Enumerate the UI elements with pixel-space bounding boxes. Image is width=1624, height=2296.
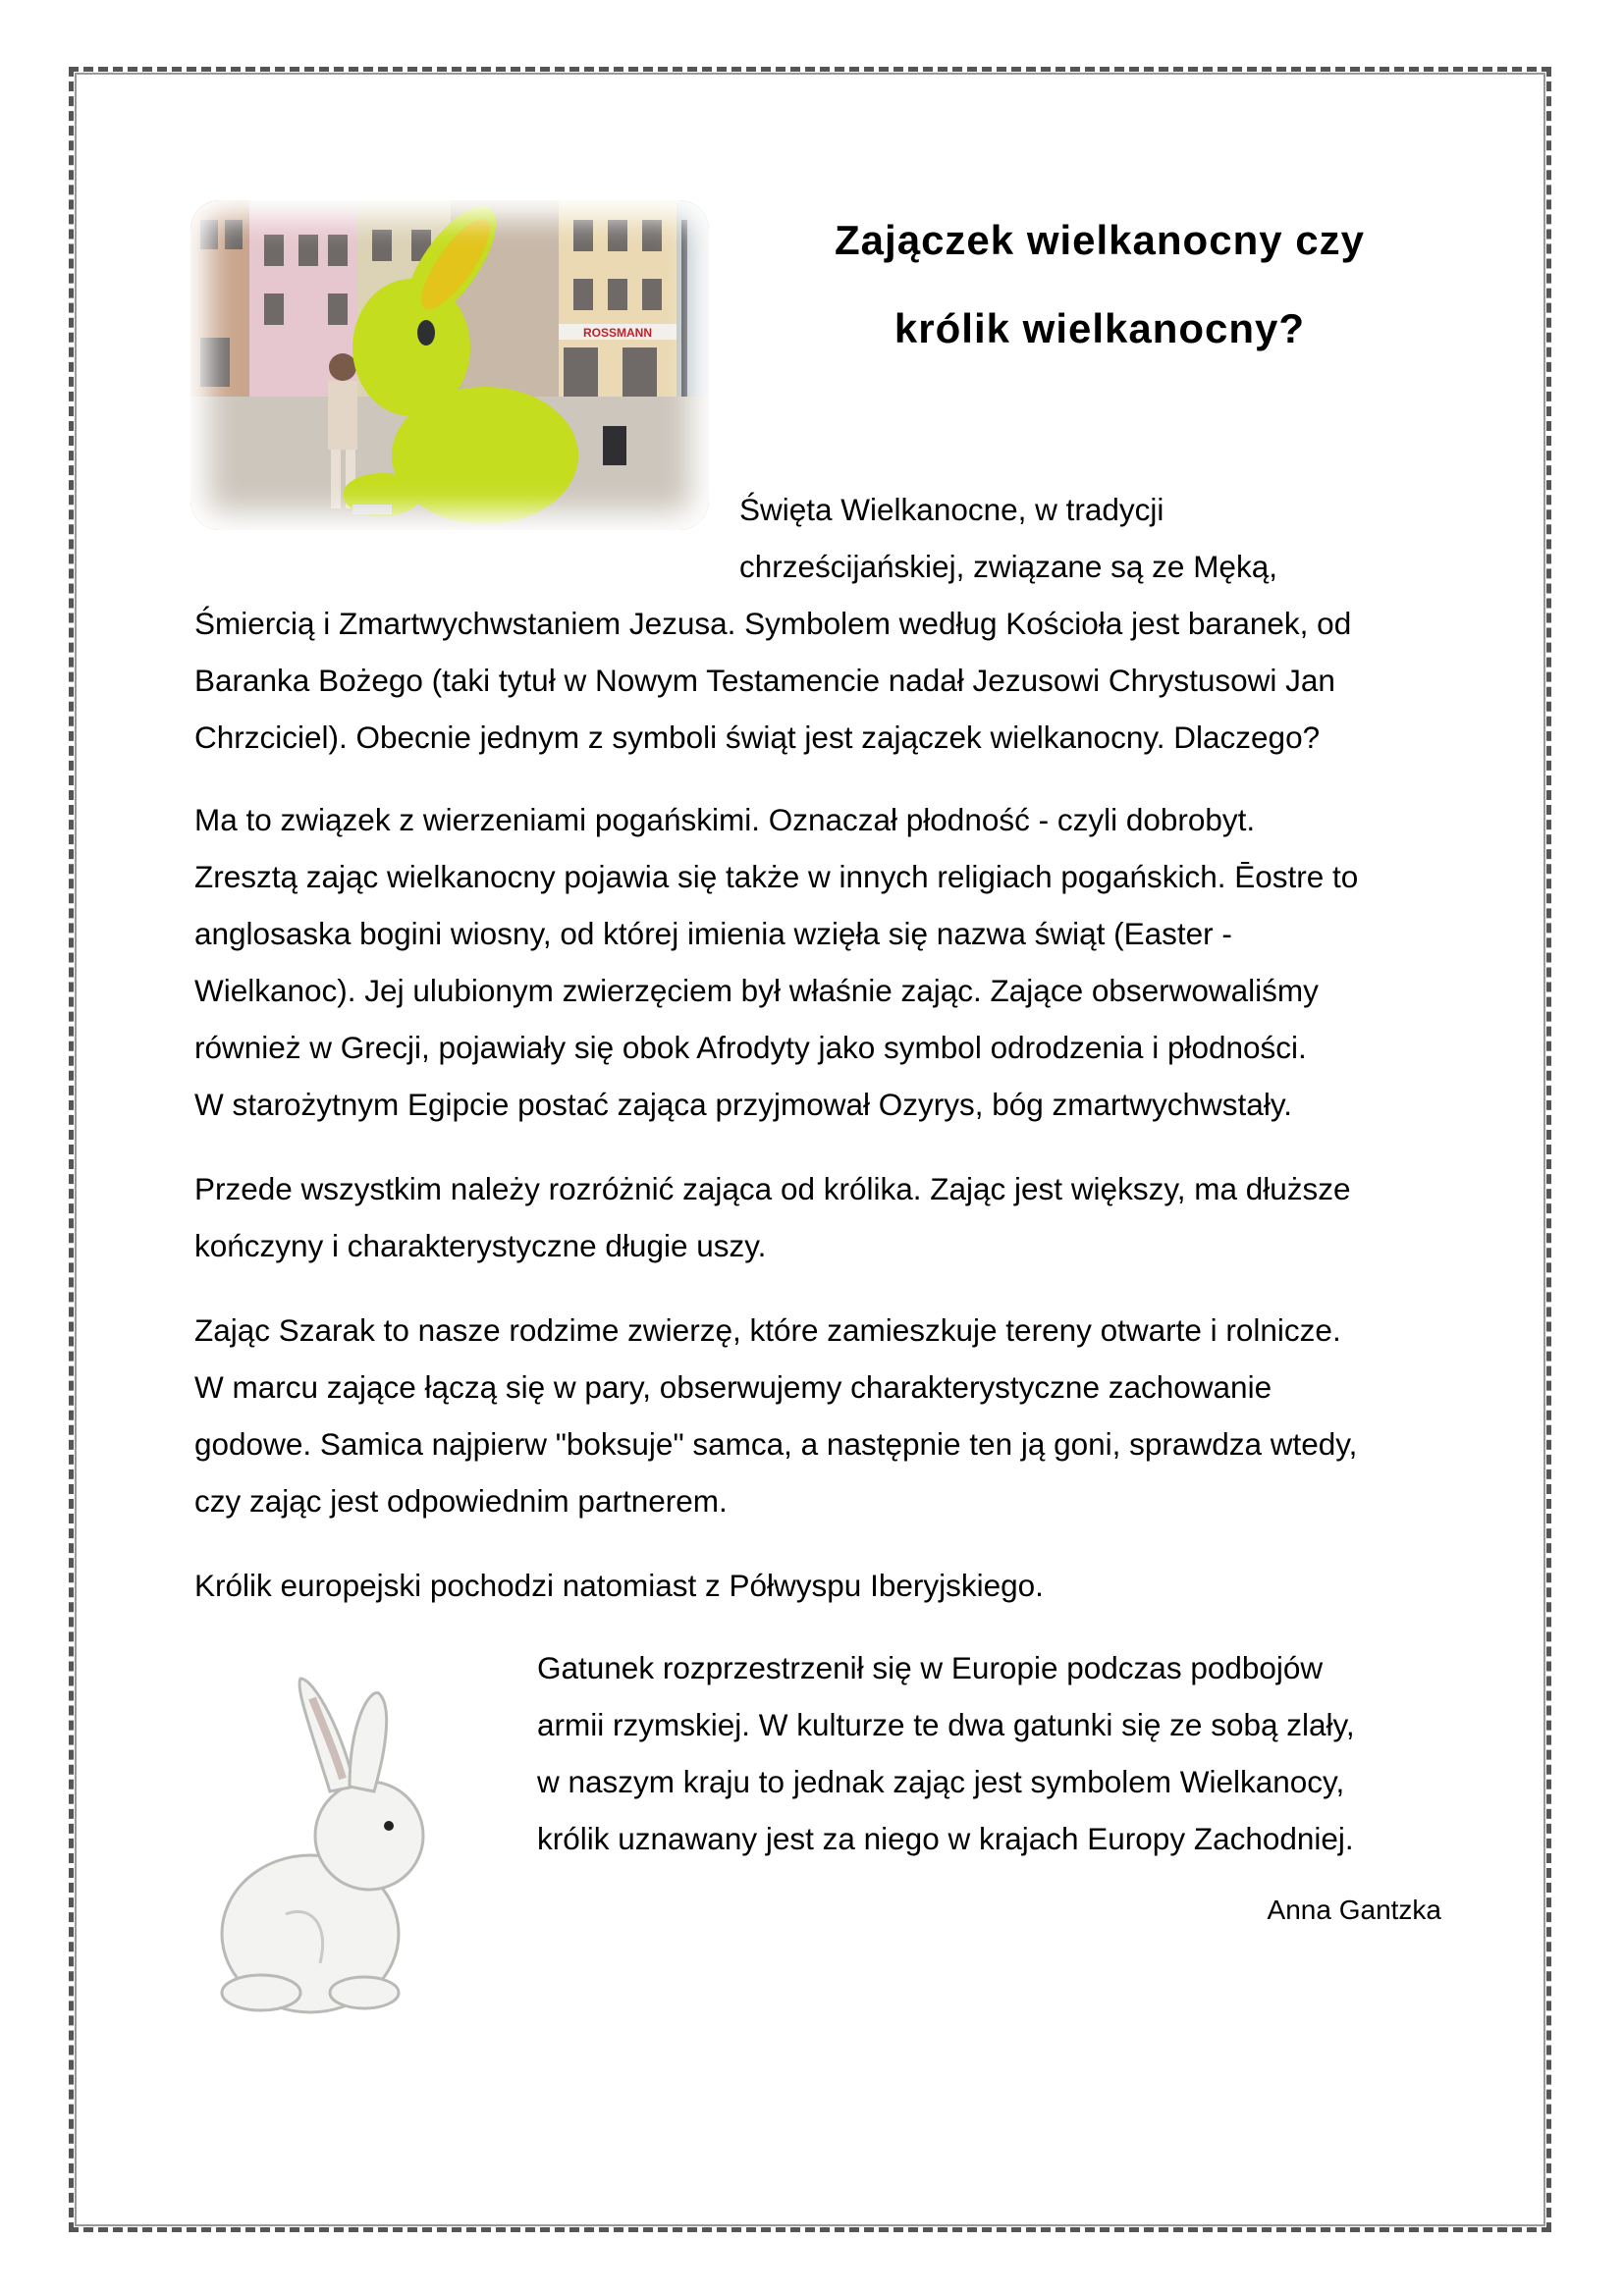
paragraph-hare-vs-rabbit	[194, 1160, 1441, 1274]
p6-line-3: w naszym kraju to jednak zając jest symbolem Wielkanocy,	[537, 1764, 1345, 1799]
p4-line-3: godowe. Samica najpierw "boksuje" samca, a następnie ten ją goni, sprawdza wtedy,	[194, 1426, 1358, 1462]
p2-line-1: Ma to związek z wierzeniami pogańskimi. Oznaczał płodność - czyli dobrobyt.	[194, 802, 1256, 837]
intro-paragraph-continuation	[194, 595, 1441, 766]
p2-line-6: W starożytnym Egipcie postać zająca przyjmował Ozyrys, bóg zmartwychwstały.	[194, 1087, 1292, 1122]
p4-line-2: W marcu zające łączą się w pary, obserwujemy charakterystyczne zachowanie	[194, 1369, 1272, 1405]
p3-line-1: Przede wszystkim należy rozróżnić zająca od królika. Zając jest większy, ma dłuższe	[194, 1171, 1351, 1206]
p4-line-4: czy zając jest odpowiednim partnerem.	[194, 1483, 728, 1519]
p5-line-1: Królik europejski pochodzi natomiast z Półwyspu Iberyjskiego.	[194, 1568, 1044, 1603]
title-line-2: królik wielkanocny?	[893, 305, 1306, 351]
white-bunny-figurine-image	[202, 1669, 458, 2022]
paragraph-brown-hare	[194, 1302, 1441, 1529]
paragraph-european-rabbit	[194, 1557, 1441, 1614]
intro-paragraph-start	[739, 481, 1427, 595]
article-title	[727, 196, 1473, 373]
p2-line-5: również w Grecji, pojawiały się obok Afrodyty jako symbol odrodzenia i płodności.	[194, 1030, 1307, 1065]
intro-line-1: Święta Wielkanocne, w tradycji	[739, 492, 1164, 527]
title-line-1: Zajączek wielkanocny czy	[835, 217, 1365, 263]
green-bunny-statue-photo	[190, 200, 709, 530]
p6-line-4: królik uznawany jest za niego w krajach Europy Zachodniej.	[537, 1821, 1354, 1856]
rossmann-sign: ROSSMANN	[582, 326, 653, 340]
intro-line-2: chrześcijańskiej, związane są ze Męką,	[739, 549, 1277, 584]
p6-line-1: Gatunek rozprzestrzenił się w Europie podczas podbojów	[537, 1650, 1324, 1685]
intro-line-5: Chrzciciel). Obecnie jednym z symboli świąt jest zajączek wielkanocny. Dlaczego?	[194, 720, 1321, 755]
p3-line-2: kończyny i charakterystyczne długie uszy.	[194, 1228, 767, 1263]
paragraph-spread-in-europe	[537, 1639, 1470, 1867]
p2-line-4: Wielkanoc). Jej ulubionym zwierzęciem był właśnie zając. Zające obserwowaliśmy	[194, 973, 1319, 1008]
author-name: Anna Gantzka	[1267, 1895, 1441, 1925]
p2-line-3: anglosaska bogini wiosny, od której imienia wzięła się nazwa świąt (Easter -	[194, 916, 1232, 951]
intro-line-4: Baranka Bożego (taki tytuł w Nowym Testamencie nadał Jezusowi Chrystusowi Jan	[194, 663, 1335, 698]
p2-line-2: Zresztą zając wielkanocny pojawia się także w innych religiach pogańskich. Ēostre to	[194, 859, 1359, 894]
p4-line-1: Zając Szarak to nasze rodzime zwierzę, które zamieszkuje tereny otwarte i rolnicze.	[194, 1312, 1341, 1348]
intro-line-3: Śmiercią i Zmartwychwstaniem Jezusa. Symbolem według Kościoła jest baranek, od	[194, 606, 1352, 641]
paragraph-pagan-beliefs	[194, 791, 1441, 1133]
p6-line-2: armii rzymskiej. W kulturze te dwa gatunki się ze sobą zlały,	[537, 1707, 1355, 1742]
